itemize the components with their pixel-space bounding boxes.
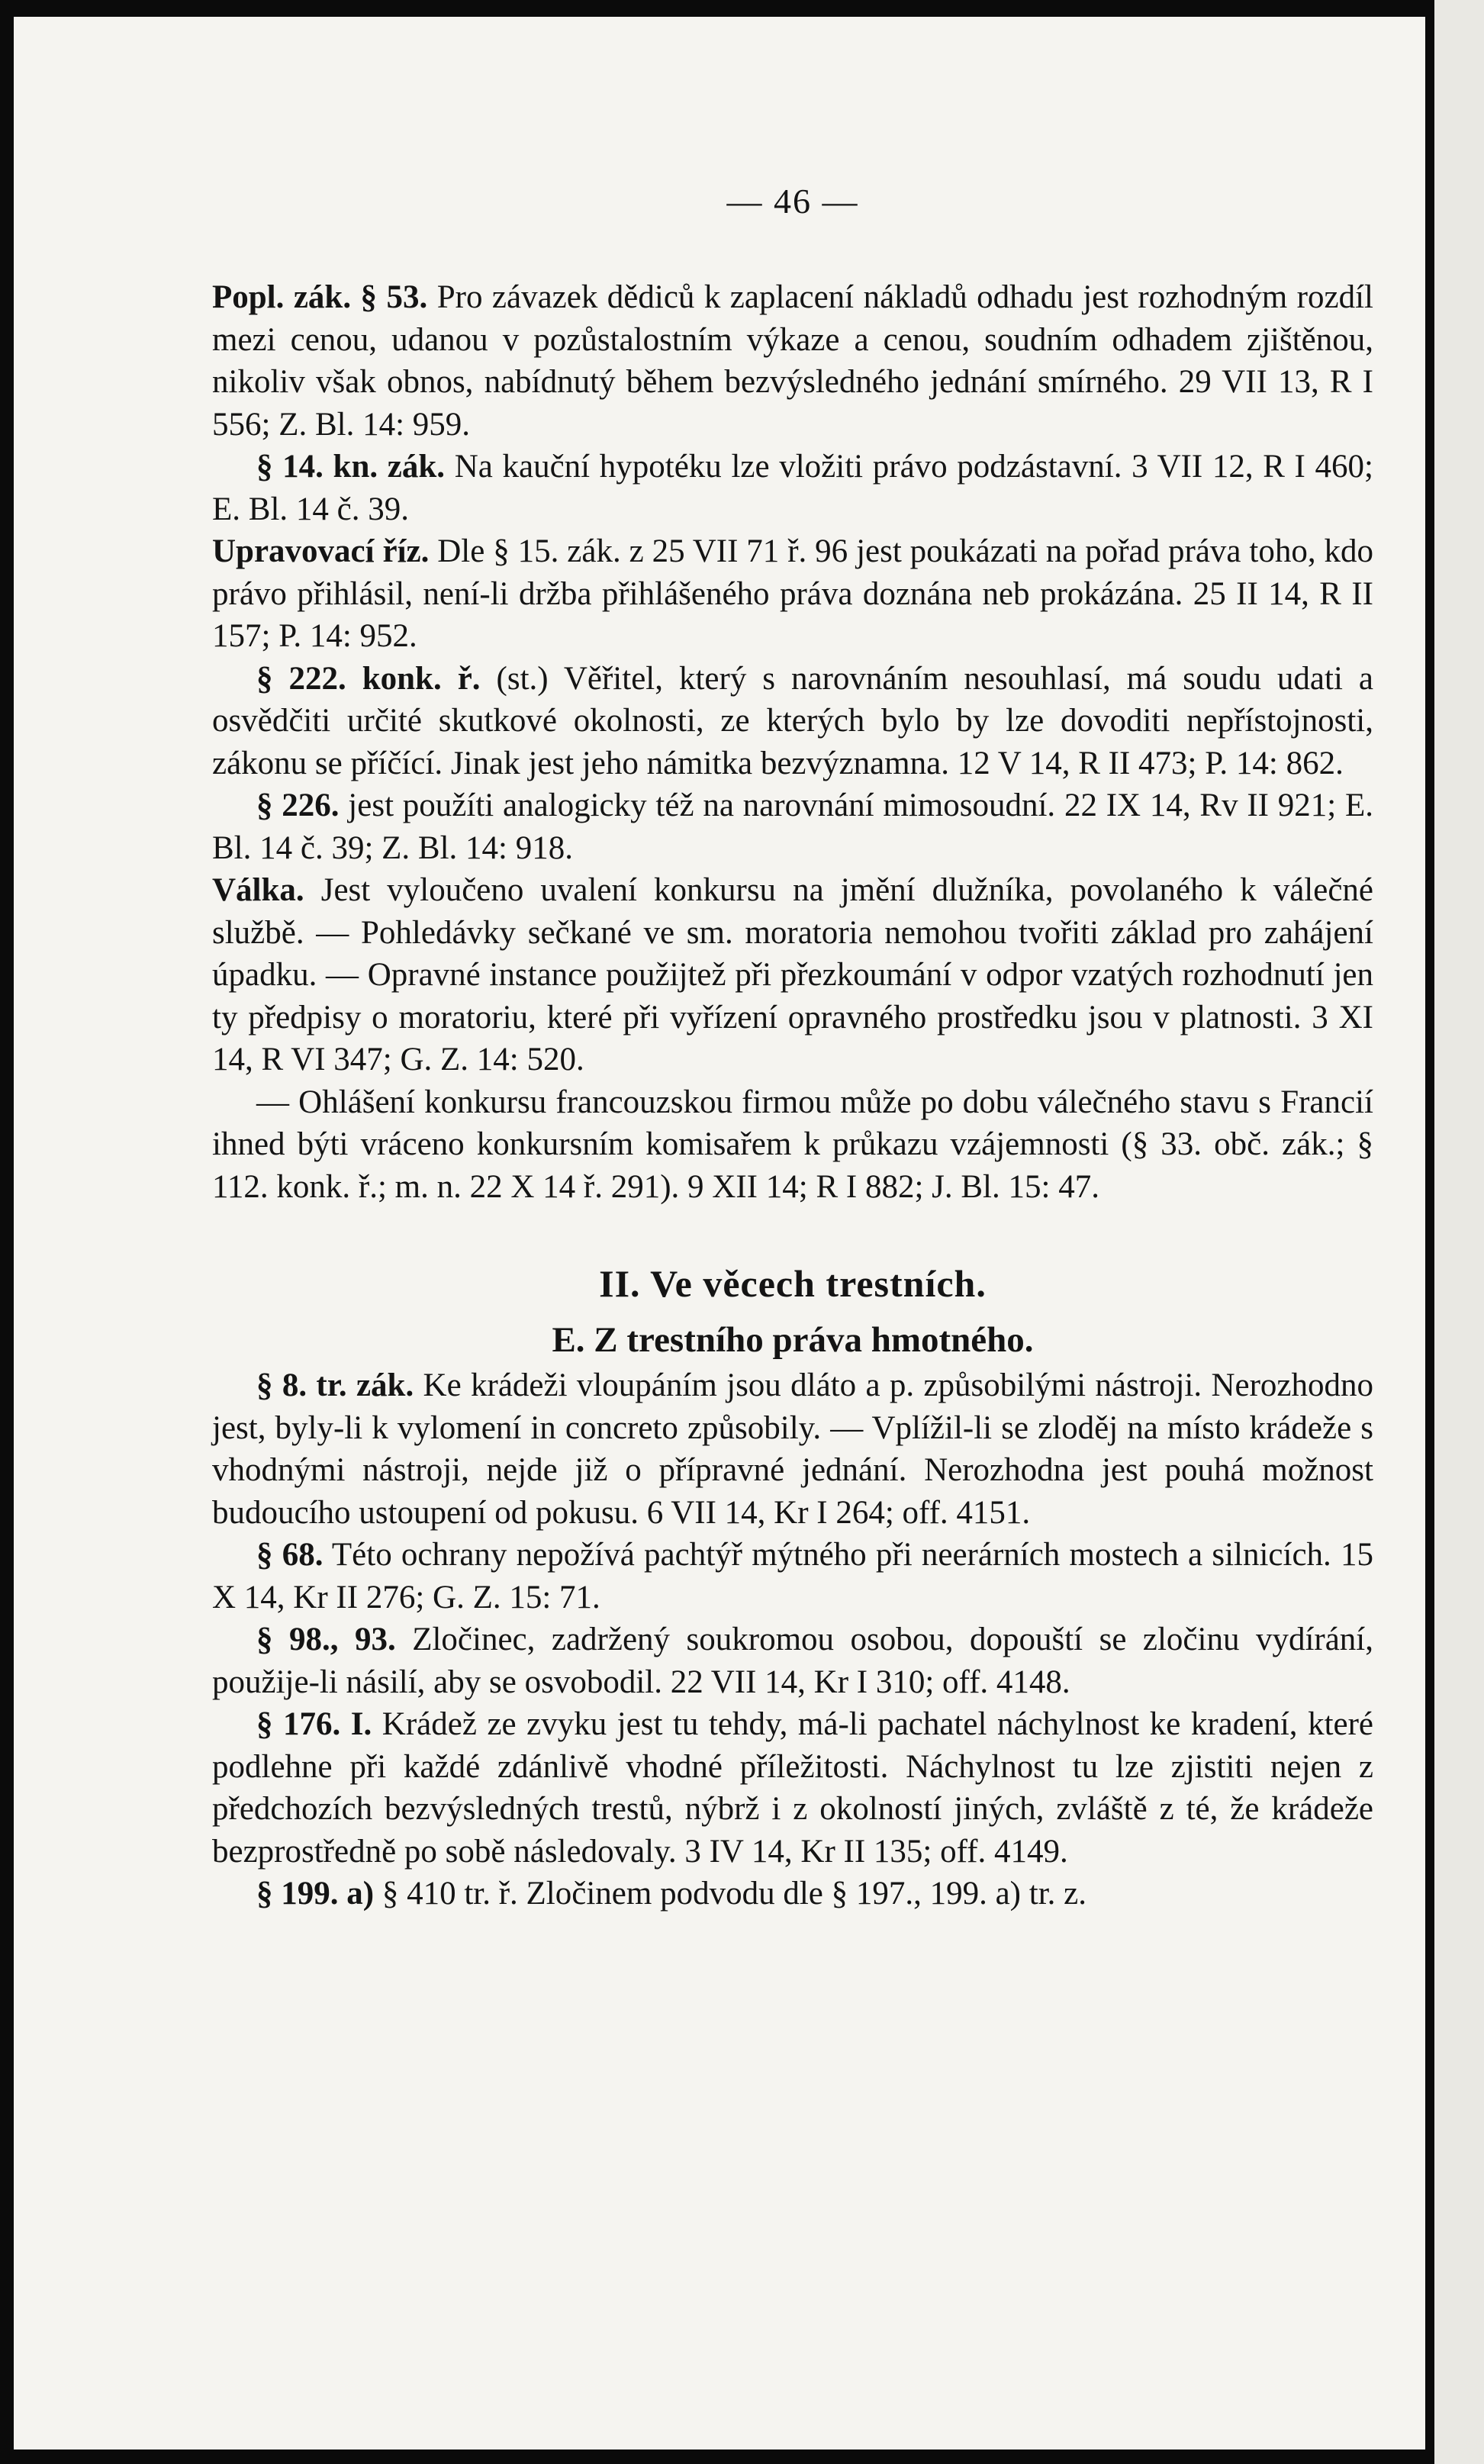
- paragraph-text: jest použíti analogicky též na narovnání mimosoudní. 22 IX 14, Rv II 921; E. Bl. 14 č. 39; Z. Bl. 14: 918.: [212, 788, 1374, 866]
- paragraph-tr-8: [212, 1364, 1373, 1534]
- paragraph-text: Na kauční hypotéku lze vložiti právo podzástavní. 3 VII 12, R I 460; E. Bl. 14 č. 39.: [212, 449, 1373, 527]
- paragraph-226: [212, 784, 1373, 869]
- paragraph-konk-222: [212, 658, 1373, 785]
- criminal-paragraphs: [212, 1364, 1373, 1915]
- paragraph-text: § 410 tr. ř. Zločinem podvodu dle § 197., 199. a) tr. z.: [374, 1876, 1086, 1912]
- page-number: — 46 —: [726, 182, 859, 221]
- paragraph-ohlaseni: [212, 1081, 1373, 1209]
- paragraph-text: Jest vyloučeno uvalení konkursu na jmění dlužníka, povolaného k válečné službě. — Pohledávky sečkané ve sm. moratoria nemohou tvořiti základ pro zahájení úpadku. — Opravné instance použijtež při přezkoumání v odpor vzatých rozhodnutí jen ty předpisy o moratoriu, které při vyřízení opravného prostředku jsou v platnosti. 3 XI 14, R VI 347; G. Z. 14: 520.: [212, 872, 1373, 1077]
- paragraph-tr-176: [212, 1703, 1373, 1873]
- citation-label: § 98., 93.: [256, 1622, 396, 1657]
- paragraph-tr-68: [212, 1534, 1373, 1619]
- paragraph-text: Dle § 15. zák. z 25 VII 71 ř. 96 jest poukázati na pořad práva toho, kdo právo přihlásil, není-li držba přihlášeného práva doznána neb prokázána. 25 II 14, R II 157; P. 14: 952.: [212, 533, 1373, 654]
- civil-paragraphs: [212, 276, 1373, 1208]
- paragraph-popl: [212, 276, 1373, 446]
- paragraph-tr-199: [212, 1873, 1373, 1915]
- paragraph-text: (st.) Věřitel, který s narovnáním nesouhlasí, má soudu udati a osvědčiti určité skutkové okolnosti, ze kterých bylo by lze dovoditi nepřístojnosti, zákonu se příčící. Jinak jest jeho námitka bezvýznamna. 12 V 14, R II 473; P. 14: 862.: [212, 660, 1373, 781]
- citation-label: § 199. a): [256, 1876, 375, 1912]
- citation-label: § 222. konk. ř.: [256, 660, 481, 697]
- paragraph-text: Krádež ze zvyku jest tu tehdy, má-li pachatel náchylnost ke kradení, které podlehne při každé zdánlivě vhodné příležitosti. Náchylnost tu lze zjistiti nejen z předchozích bezvýsledných trestů, nýbrž i z okolností jiných, zvláště z té, že krádeže bezprostředně po sobě následovaly. 3 IV 14, Kr II 135; off. 4149.: [212, 1706, 1374, 1870]
- scan-edge: [1434, 0, 1484, 2464]
- section-heading: II. Ve věcech trestních.: [599, 1262, 987, 1305]
- citation-label: Popl. zák. § 53.: [212, 279, 428, 315]
- subsection-heading-text: E. Z trestního práva hmotného.: [552, 1319, 1034, 1360]
- paragraph-tr-98: [212, 1619, 1373, 1703]
- citation-label: § 14. kn. zák.: [256, 449, 446, 485]
- paragraph-upravovaci: [212, 530, 1373, 658]
- citation-label: Upravovací říz.: [212, 533, 430, 569]
- citation-label: § 8. tr. zák.: [256, 1367, 414, 1403]
- citation-label: § 226.: [256, 788, 340, 823]
- paragraph-text: Pro závazek dědiců k zaplacení nákladů odhadu jest rozhodným rozdíl mezi cenou, udanou v pozůstalostním výkaze a cenou, soudním odhadem zjištěnou, nikoliv však obnos, nabídnutý během bezvýsledného jednání smírného. 29 VII 13, R I 556; Z. Bl. 14: 959.: [212, 279, 1373, 443]
- paragraph-text: Zločinec, zadržený soukromou osobou, dopouští se zločinu vydírání, použije-li násilí, aby se osvobodil. 22 VII 14, Kr I 310; off. 4148.: [212, 1622, 1374, 1700]
- citation-label: § 68.: [256, 1537, 324, 1573]
- paragraph-valka: [212, 869, 1373, 1081]
- paragraph-text: Této ochrany nepožívá pachtýř mýtného při neerárních mostech a silnicích. 15 X 14, Kr II 276; G. Z. 15: 71.: [212, 1537, 1373, 1615]
- page-body: [212, 276, 1373, 1915]
- paragraph-text: — Ohlášení konkursu francouzskou firmou může po dobu válečného stavu s Francií ihned býti vráceno konkursním komisařem k průkazu vzájemnosti (§ 33. obč. zák.; § 112. konk. ř.; m. n. 22 X 14 ř. 291). 9 XII 14; R I 882; J. Bl. 15: 47.: [212, 1084, 1373, 1205]
- citation-label: § 176. I.: [256, 1706, 372, 1742]
- paragraph-text: Ke krádeži vloupáním jsou dláto a p. způsobilými nástroji. Nerozhodno jest, byly-li k vylomení in concreto způsobily. — Vplížil-li se zloděj na místo krádeže s vhodnými nástroji, nejde již o přípravné jednání. Nerozhodna jest pouhá možnost budoucího ustoupení od pokusu. 6 VII 14, Kr I 264; off. 4151.: [212, 1367, 1373, 1531]
- subsection-heading: [212, 1319, 1373, 1362]
- paragraph-kn-zak: [212, 446, 1373, 530]
- citation-label: Válka.: [212, 872, 304, 908]
